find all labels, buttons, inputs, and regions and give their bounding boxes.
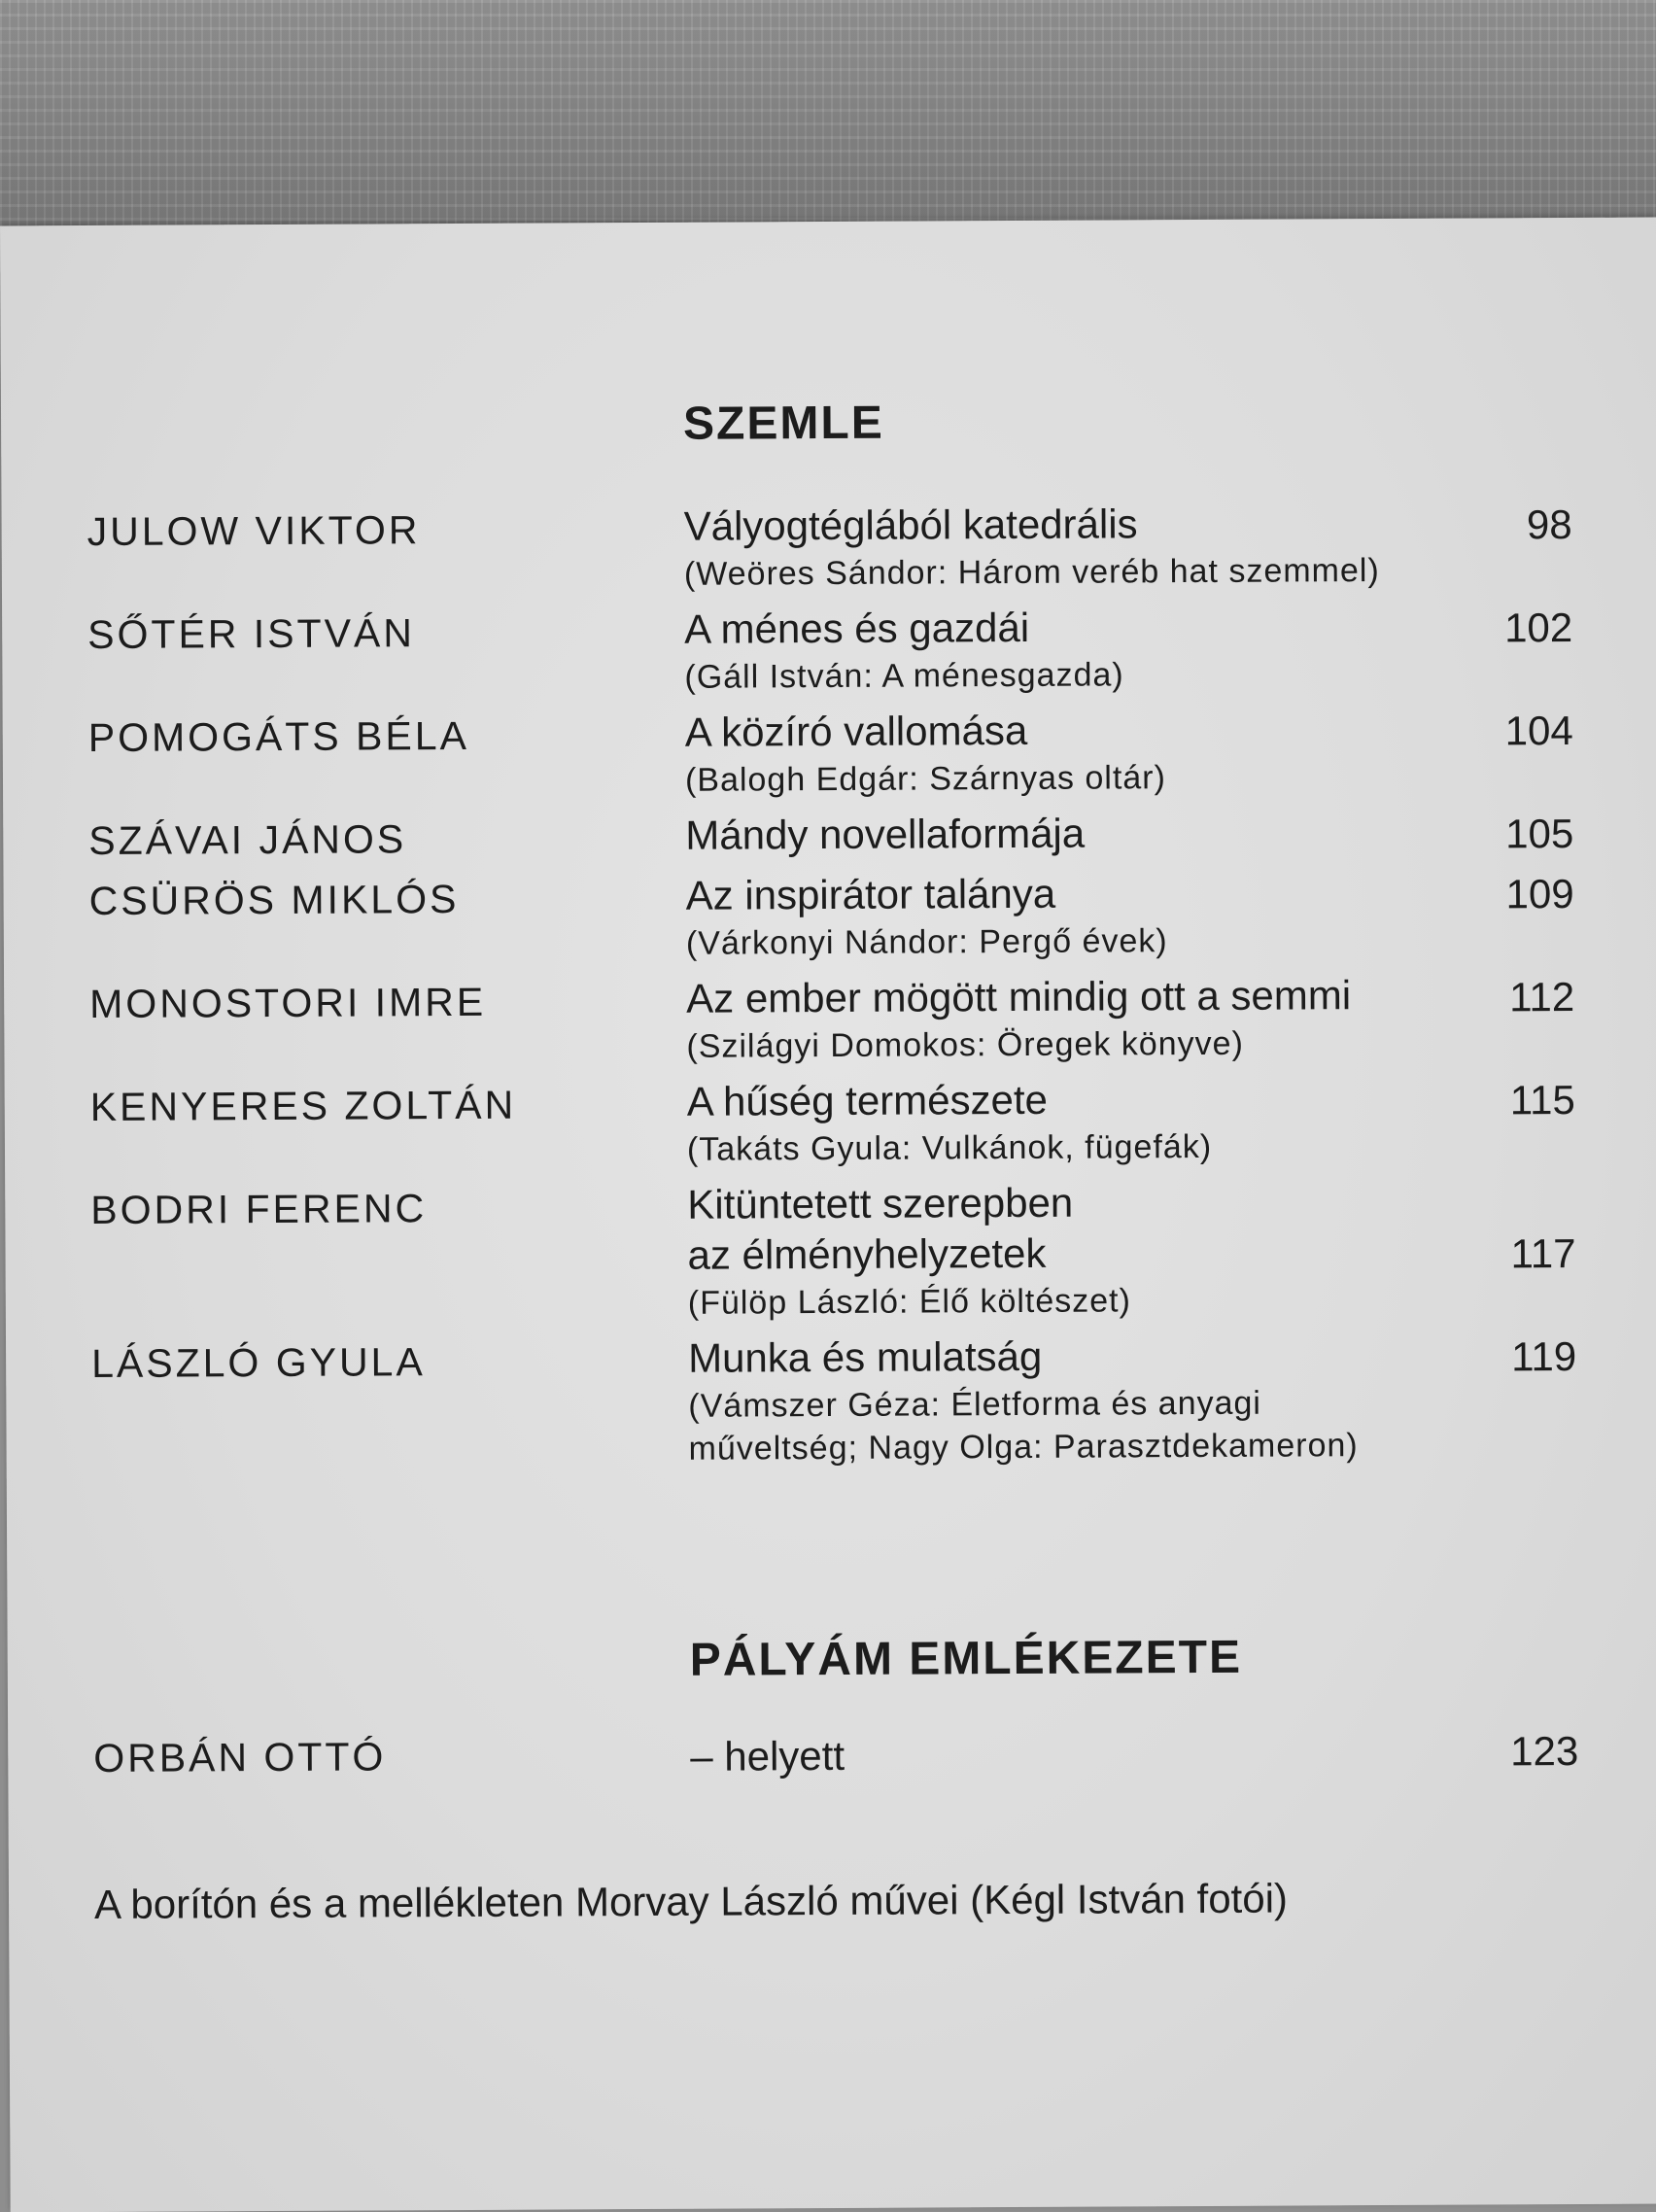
entry-page-number: 98 [1526,501,1572,548]
entry-note-line-1: (Vámszer Géza: Életforma és anyagi [688,1384,1262,1425]
entry-note: (Balogh Edgár: Szárnyas oltár) [684,759,1167,799]
entry-author: ORBÁN OTTÓ [93,1734,387,1780]
entry-page-number: 109 [1505,870,1574,917]
entry-author: POMOGÁTS BÉLA [87,712,470,760]
entry-author: BODRI FERENC [90,1186,428,1232]
entry-title: Vályogtéglából katedrális [683,501,1138,549]
entry-title: Az inspirátor talánya [685,870,1056,918]
entry-author: JULOW VIKTOR [86,507,421,554]
entry-author: CSÜRÖS MIKLÓS [88,876,460,923]
toc-entry [3,865,1656,962]
toc-entry [2,496,1656,593]
entry-note: (Takáts Gyula: Vulkánok, fügefák) [686,1127,1213,1168]
table-of-contents [0,218,1656,2212]
entry-note: (Gáll István: A ménesgazda) [684,656,1124,696]
toc-entry [5,1071,1656,1168]
entry-page-number: 104 [1504,707,1573,754]
entry-title: Mándy novellaformája [685,810,1086,858]
paper-page [0,218,1656,2212]
section-heading-szemle: SZEMLE [682,397,884,450]
entry-author: LÁSZLÓ GYULA [91,1339,426,1386]
toc-entry [8,1727,1656,1780]
entry-title: – helyett [690,1732,845,1780]
entry-page-number: 117 [1510,1229,1576,1277]
entry-page-number: 115 [1509,1076,1575,1123]
entry-author: SZÁVAI JÁNOS [88,816,407,863]
credits-line: A borítón és a mellékleten Morvay László művei (Kégl István fotói) [93,1875,1289,1927]
entry-author: SŐTÉR ISTVÁN [87,610,416,657]
entry-note: (Várkonyi Nándor: Pergő évek) [685,922,1168,962]
toc-entry [5,1174,1656,1322]
entry-page-number: 102 [1503,604,1573,651]
entry-author: KENYERES ZOLTÁN [89,1082,517,1129]
entry-page-number: 123 [1510,1727,1579,1775]
entry-author: MONOSTORI IMRE [89,979,487,1026]
entry-note-line-2: műveltség; Nagy Olga: Parasztdekameron) [688,1427,1359,1468]
entry-page-number: 119 [1511,1332,1577,1380]
entry-note: (Szilágyi Domokos: Öregek könyve) [686,1024,1244,1065]
toc-entry [2,599,1656,696]
entry-title: A ménes és gazdái [684,604,1030,652]
entry-page-number: 112 [1509,973,1575,1020]
toc-entry [4,968,1656,1065]
entry-note: (Fülöp László: Élő költészet) [687,1282,1131,1322]
toc-entry [6,1328,1656,1468]
entry-title-line-2: az élményhelyzetek [687,1229,1047,1278]
entry-page-number: 105 [1505,810,1574,857]
toc-entry [3,702,1656,799]
entry-title-line-1: Kitüntetett szerepben [687,1179,1074,1227]
entry-note: (Weöres Sándor: Három veréb hat szemmel) [683,552,1380,593]
entry-title: Munka és mulatság [687,1332,1043,1381]
section-heading-palyam-emlekezete: PÁLYÁM EMLÉKEZETE [689,1631,1243,1686]
toc-entry [3,805,1656,863]
entry-title: A közíró vallomása [684,707,1028,755]
background-surface [0,0,1656,243]
entry-title: A hűség természete [686,1076,1049,1124]
entry-title: Az ember mögött mindig ott a semmi [686,972,1352,1021]
